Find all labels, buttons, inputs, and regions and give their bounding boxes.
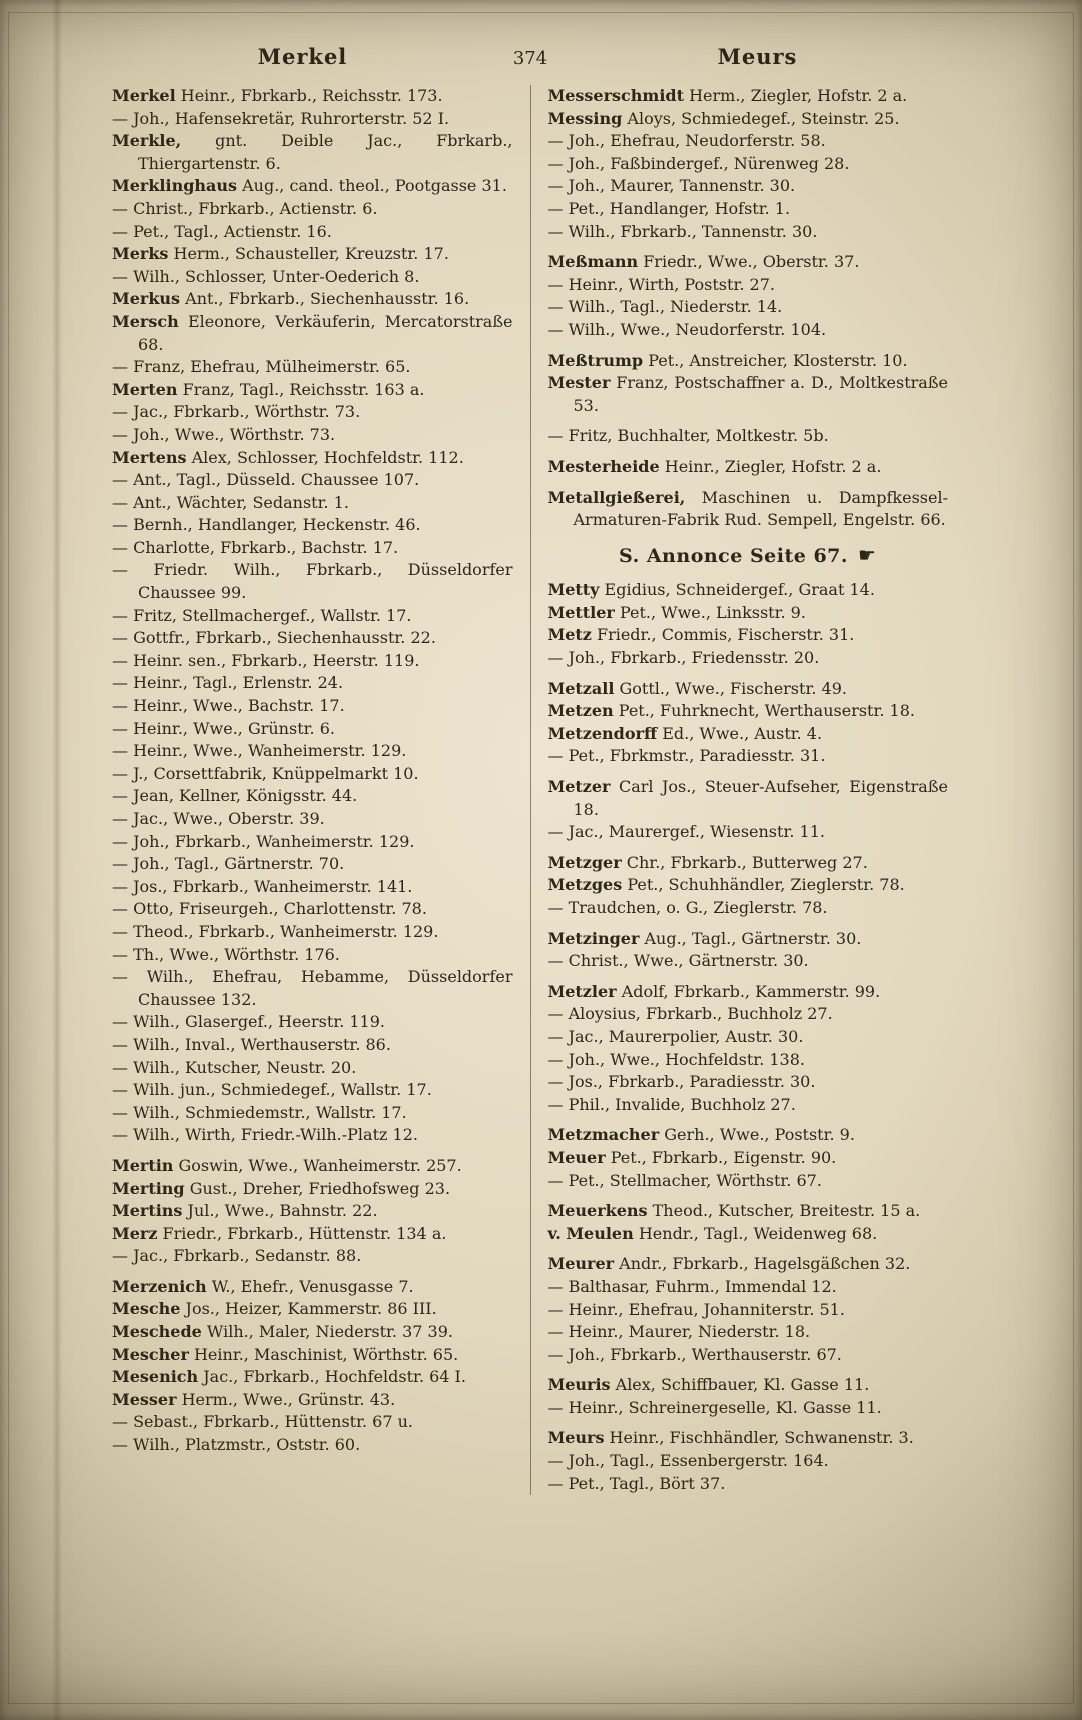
directory-entry: Mertens Alex, Schlosser, Hochfeldstr. 112.: [112, 447, 464, 467]
directory-entry: — Heinr., Ehefrau, Johanniterstr. 51.: [547, 1299, 845, 1319]
surname: Meßtrump: [547, 350, 644, 370]
directory-entry: — Jos., Fbrkarb., Paradiesstr. 30.: [547, 1072, 816, 1092]
directory-entry: — Wilh. jun., Schmiedegef., Wallstr. 17.: [112, 1080, 432, 1100]
directory-entry: — Heinr., Wwe., Bachstr. 17.: [112, 696, 345, 716]
directory-entry: Merkus Ant., Fbrkarb., Siechenhausstr. 16.: [112, 289, 470, 309]
surname: Merks: [112, 244, 169, 264]
directory-entry: — J., Corsettfabrik, Knüppelmarkt 10.: [112, 763, 419, 783]
directory-entry: Metzendorff Ed., Wwe., Austr. 4.: [547, 723, 823, 743]
directory-entry: — Sebast., Fbrkarb., Hüttenstr. 67 u.: [112, 1412, 413, 1432]
directory-entry: — Wilh., Schlosser, Unter-Oederich 8.: [112, 266, 420, 286]
directory-entry: — Jac., Maurergef., Wiesenstr. 11.: [547, 822, 825, 842]
directory-entry: Mesenich Jac., Fbrkarb., Hochfeldstr. 64 I.: [112, 1367, 466, 1387]
surname: Metallgießerei,: [547, 487, 686, 507]
annonce-line: S. Annonce Seite 67. ☛: [619, 542, 877, 567]
surname: Metty: [547, 580, 600, 600]
directory-entry: — Phil., Invalide, Buchholz 27.: [547, 1094, 796, 1114]
directory-entry: Meuris Alex, Schiffbauer, Kl. Gasse 11.: [547, 1375, 870, 1395]
directory-entry: — Joh., Fbrkarb., Wanheimerstr. 129.: [112, 831, 415, 851]
directory-entry: — Joh., Wwe., Hochfeldstr. 138.: [547, 1049, 805, 1069]
directory-entry: — Joh., Fbrkarb., Werthauserstr. 67.: [547, 1344, 842, 1364]
directory-entry: — Joh., Maurer, Tannenstr. 30.: [547, 176, 796, 196]
directory-entry: Merkel Heinr., Fbrkarb., Reichsstr. 173.: [112, 86, 443, 105]
directory-entry: Mertins Jul., Wwe., Bahnstr. 22.: [112, 1201, 378, 1221]
directory-entry: Meurs Heinr., Fischhändler, Schwanenstr. 3.: [547, 1428, 914, 1448]
directory-entry: Merz Friedr., Fbrkarb., Hüttenstr. 134 a.: [112, 1223, 447, 1243]
directory-entry: — Fritz, Stellmachergef., Wallstr. 17.: [112, 605, 412, 625]
directory-entry: — Jos., Fbrkarb., Wanheimerstr. 141.: [112, 876, 413, 896]
directory-entry: — Joh., Faßbindergef., Nürenweg 28.: [547, 153, 850, 173]
directory-entry: Mersch Eleonore, Verkäuferin, Mercatorstraße 68.: [112, 311, 513, 354]
directory-entry: — Joh., Ehefrau, Neudorferstr. 58.: [547, 131, 826, 151]
surname: Metzger: [547, 852, 622, 872]
directory-entry: Metallgießerei, Maschinen u. Dampfkessel-Armaturen-Fabrik Rud. Sempell, Engelstr. 66.: [547, 487, 948, 530]
directory-entry: — Pet., Tagl., Actienstr. 16.: [112, 221, 332, 241]
directory-entry: Merzenich W., Ehefr., Venusgasse 7.: [112, 1276, 414, 1296]
directory-entry: Messerschmidt Herm., Ziegler, Hofstr. 2 a.: [547, 86, 908, 105]
directory-entry: Mesterheide Heinr., Ziegler, Hofstr. 2 a.: [547, 456, 882, 476]
surname: Mesterheide: [547, 456, 660, 476]
surname: Metzendorff: [547, 723, 658, 743]
directory-entry: Mesche Jos., Heizer, Kammerstr. 86 III.: [112, 1299, 437, 1319]
directory-entry: — Wilh., Inval., Werthauserstr. 86.: [112, 1034, 391, 1054]
directory-entry: — Wilh., Wirth, Friedr.-Wilh.-Platz 12.: [112, 1125, 418, 1145]
directory-entry: — Joh., Fbrkarb., Friedensstr. 20.: [547, 648, 820, 668]
surname: Meurs: [547, 1428, 605, 1448]
surname: Metzer: [547, 777, 611, 797]
surname: Meschede: [112, 1322, 202, 1342]
directory-entry: — Wilh., Kutscher, Neustr. 20.: [112, 1057, 357, 1077]
directory-entry: — Christ., Wwe., Gärtnerstr. 30.: [547, 951, 809, 971]
right-column: [531, 85, 949, 1495]
directory-entry: — Pet., Tagl., Bört 37.: [547, 1473, 726, 1493]
surname: Mertens: [112, 447, 187, 467]
directory-entry: — Aloysius, Fbrkarb., Buchholz 27.: [547, 1004, 833, 1024]
surname: v. Meulen: [547, 1223, 634, 1243]
directory-entry: — Traudchen, o. G., Zieglerstr. 78.: [547, 898, 828, 917]
directory-entry: — Friedr. Wilh., Fbrkarb., Düsseldorfer Chaussee 99.: [112, 560, 513, 603]
surname: Metz: [547, 625, 592, 645]
surname: Merting: [112, 1178, 185, 1198]
surname: Metzmacher: [547, 1125, 660, 1145]
surname: Merkus: [112, 289, 181, 309]
directory-entry: — Heinr., Schreinergeselle, Kl. Gasse 11.: [547, 1397, 882, 1417]
directory-entry: Messer Herm., Wwe., Grünstr. 43.: [112, 1389, 396, 1409]
directory-entry: Metzmacher Gerh., Wwe., Poststr. 9.: [547, 1125, 855, 1145]
directory-entry: — Joh., Hafensekretär, Ruhrorterstr. 52 I.: [112, 108, 450, 128]
surname: Merz: [112, 1223, 158, 1243]
surname: Meurer: [547, 1254, 615, 1274]
surname: Metzler: [547, 981, 617, 1001]
directory-entry: — Jac., Fbrkarb., Sedanstr. 88.: [112, 1246, 362, 1266]
directory-entry: — Wilh., Fbrkarb., Tannenstr. 30.: [547, 221, 818, 241]
directory-entry: — Franz, Ehefrau, Mülheimerstr. 65.: [112, 357, 411, 377]
page-number: 374: [512, 48, 548, 69]
surname: Mesenich: [112, 1367, 199, 1387]
directory-entry: Mescher Heinr., Maschinist, Wörthstr. 65.: [112, 1344, 459, 1364]
directory-entry: Mettler Pet., Wwe., Linksstr. 9.: [547, 602, 806, 622]
surname: Mettler: [547, 602, 615, 622]
directory-entry: — Theod., Fbrkarb., Wanheimerstr. 129.: [112, 921, 439, 941]
directory-entry: — Fritz, Buchhalter, Moltkestr. 5b.: [547, 426, 829, 446]
directory-entry: — Heinr. sen., Fbrkarb., Heerstr. 119.: [112, 650, 420, 670]
directory-entry: — Wilh., Tagl., Niederstr. 14.: [547, 297, 783, 317]
directory-entry: — Pet., Fbrkmstr., Paradiesstr. 31.: [547, 746, 826, 766]
directory-entry: — Wilh., Glasergef., Heerstr. 119.: [112, 1012, 385, 1032]
directory-entry: — Pet., Stellmacher, Wörthstr. 67.: [547, 1170, 822, 1190]
directory-entry: — Wilh., Schmiedemstr., Wallstr. 17.: [112, 1102, 407, 1122]
surname: Meuer: [547, 1147, 606, 1167]
directory-entry: — Wilh., Ehefrau, Hebamme, Düsseldorfer Chaussee 132.: [112, 967, 513, 1009]
directory-entry: — Bernh., Handlanger, Heckenstr. 46.: [112, 515, 421, 535]
surname: Metzall: [547, 678, 615, 698]
directory-entry: — Christ., Fbrkarb., Actienstr. 6.: [112, 198, 378, 218]
surname: Messing: [547, 108, 623, 128]
directory-entry: Mester Franz, Postschaffner a. D., Moltkestraße 53.: [547, 373, 948, 415]
surname: Merklinghaus: [112, 176, 238, 196]
directory-entry: Merkle, gnt. Deible Jac., Fbrkarb., Thiergartenstr. 6.: [112, 131, 513, 173]
directory-entry: — Heinr., Wwe., Wanheimerstr. 129.: [112, 741, 407, 761]
surname: Mescher: [112, 1344, 189, 1364]
directory-entry: — Heinr., Wwe., Grünstr. 6.: [112, 718, 335, 738]
directory-entry: — Joh., Tagl., Essenbergerstr. 164.: [547, 1451, 829, 1471]
directory-entry: — Ant., Tagl., Düsseld. Chaussee 107.: [112, 470, 420, 490]
directory-entry: — Jac., Maurerpolier, Austr. 30.: [547, 1026, 804, 1046]
surname: Metzinger: [547, 928, 640, 948]
directory-entry: — Jean, Kellner, Königsstr. 44.: [112, 786, 358, 806]
directory-entry: Merting Gust., Dreher, Friedhofsweg 23.: [112, 1178, 451, 1198]
directory-page: [112, 44, 948, 1495]
directory-entry: Meschede Wilh., Maler, Niederstr. 37 39.: [112, 1322, 453, 1342]
directory-entry: Metzger Chr., Fbrkarb., Butterweg 27.: [547, 852, 868, 872]
surname: Mertin: [112, 1155, 174, 1175]
directory-entry: — Heinr., Wirth, Poststr. 27.: [547, 274, 775, 294]
manicule-icon: ☛: [858, 542, 877, 567]
surname: Mersch: [112, 311, 179, 331]
surname: Merkle,: [112, 131, 182, 151]
directory-entry: Merklinghaus Aug., cand. theol., Pootgasse 31.: [112, 176, 507, 196]
surname: Mertins: [112, 1201, 183, 1221]
surname: Merzenich: [112, 1276, 207, 1296]
directory-entry: Metty Egidius, Schneidergef., Graat 14.: [547, 580, 875, 600]
directory-entry: Meßmann Friedr., Wwe., Oberstr. 37.: [547, 252, 860, 272]
surname: Metzen: [547, 701, 614, 721]
directory-entry: Metzinger Aug., Tagl., Gärtnerstr. 30.: [547, 928, 862, 948]
page-crease: [52, 0, 62, 1720]
directory-entry: — Wilh., Wwe., Neudorferstr. 104.: [547, 319, 827, 339]
directory-entry: — Heinr., Tagl., Erlenstr. 24.: [112, 673, 344, 693]
directory-entry: Metzler Adolf, Fbrkarb., Kammerstr. 99.: [547, 981, 881, 1001]
directory-entry: — Jac., Wwe., Oberstr. 39.: [112, 809, 325, 828]
column-container: [112, 85, 948, 1495]
directory-entry: Merten Franz, Tagl., Reichsstr. 163 a.: [112, 379, 425, 399]
directory-entry: — Wilh., Platzmstr., Oststr. 60.: [112, 1435, 361, 1455]
directory-entry: — Gottfr., Fbrkarb., Siechenhausstr. 22.: [112, 628, 436, 648]
surname: Meßmann: [547, 252, 639, 272]
page-header: [112, 44, 948, 69]
header-left-keyword: Merkel: [257, 44, 348, 69]
surname: Merten: [112, 379, 178, 399]
directory-entry: Metzall Gottl., Wwe., Fischerstr. 49.: [547, 678, 847, 698]
directory-entry: v. Meulen Hendr., Tagl., Weidenweg 68.: [547, 1223, 878, 1243]
directory-entry: — Jac., Fbrkarb., Wörthstr. 73.: [112, 402, 361, 422]
directory-entry: Mertin Goswin, Wwe., Wanheimerstr. 257.: [112, 1155, 462, 1175]
surname: Messerschmidt: [547, 86, 684, 105]
directory-entry: — Ant., Wächter, Sedanstr. 1.: [112, 492, 349, 512]
directory-entry: Meuer Pet., Fbrkarb., Eigenstr. 90.: [547, 1147, 837, 1167]
surname: Merkel: [112, 86, 176, 105]
directory-entry: Messing Aloys, Schmiedegef., Steinstr. 25.: [547, 108, 900, 128]
surname: Mester: [547, 373, 611, 393]
directory-entry: Meurer Andr., Fbrkarb., Hagelsgäßchen 32.: [547, 1254, 911, 1274]
directory-entry: — Otto, Friseurgeh., Charlottenstr. 78.: [112, 899, 427, 919]
surname: Meuerkens: [547, 1201, 648, 1221]
surname: Mesche: [112, 1299, 181, 1319]
directory-entry: — Heinr., Maurer, Niederstr. 18.: [547, 1322, 811, 1342]
directory-entry: — Th., Wwe., Wörthstr. 176.: [112, 944, 340, 964]
directory-entry: — Balthasar, Fuhrm., Immendal 12.: [547, 1276, 837, 1296]
directory-entry: Metzges Pet., Schuhhändler, Zieglerstr. 78.: [547, 875, 905, 895]
directory-entry: Meuerkens Theod., Kutscher, Breitestr. 15 a.: [547, 1201, 921, 1221]
header-right-keyword: Meurs: [717, 44, 798, 69]
directory-entry: Metzen Pet., Fuhrknecht, Werthauserstr. 18.: [547, 701, 915, 721]
directory-entry: — Charlotte, Fbrkarb., Bachstr. 17.: [112, 537, 399, 557]
surname: Meuris: [547, 1375, 611, 1395]
directory-entry: Meßtrump Pet., Anstreicher, Klosterstr. 10.: [547, 350, 908, 370]
directory-entry: — Joh., Tagl., Gärtnerstr. 70.: [112, 854, 345, 874]
directory-entry: — Joh., Wwe., Wörthstr. 73.: [112, 424, 336, 444]
surname: Messer: [112, 1389, 177, 1409]
surname: Metzges: [547, 875, 623, 895]
left-column: [112, 85, 530, 1495]
directory-entry: — Pet., Handlanger, Hofstr. 1.: [547, 198, 791, 218]
directory-entry: Merks Herm., Schausteller, Kreuzstr. 17.: [112, 244, 449, 264]
directory-entry: Metzer Carl Jos., Steuer-Aufseher, Eigenstraße 18.: [547, 777, 948, 819]
directory-entry: Metz Friedr., Commis, Fischerstr. 31.: [547, 625, 855, 645]
